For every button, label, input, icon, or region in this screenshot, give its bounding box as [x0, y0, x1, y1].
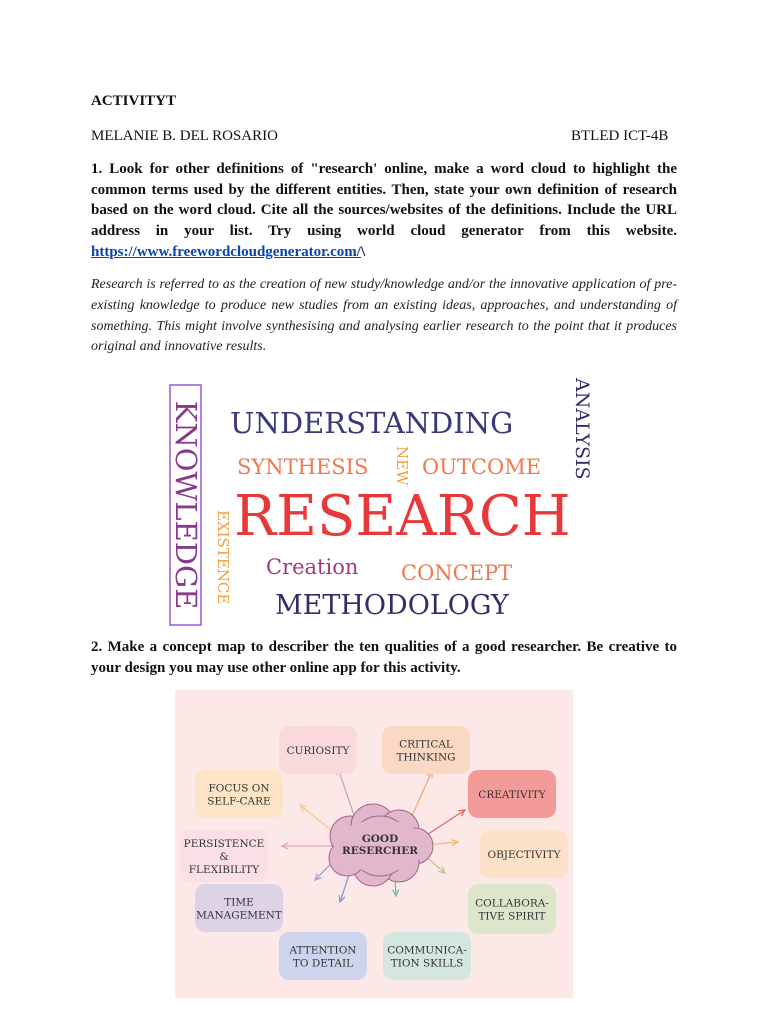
course-section: BTLED ICT-4B: [571, 128, 669, 144]
concept-node: [468, 884, 556, 934]
concept-node-label: TO DETAIL: [292, 957, 354, 970]
concept-node: [468, 770, 556, 818]
concept-node-label: CREATIVITY: [478, 789, 546, 801]
word-synthesis: SYNTHESIS: [237, 455, 369, 479]
concept-node-label: CRITICAL: [399, 738, 453, 751]
document-title: ACTIVITYT: [91, 93, 177, 109]
word-methodology: METHODOLOGY: [275, 590, 509, 621]
concept-node: [195, 770, 283, 818]
concept-node-label: FLEXIBILITY: [188, 864, 260, 876]
word-cloud-generator-link[interactable]: https://www.freewordcloudgenerator.com/: [91, 243, 361, 260]
concept-node-label: CURIOSITY: [286, 745, 350, 757]
concept-map: [175, 690, 573, 998]
center-label: GOOD: [361, 833, 399, 845]
concept-node-label: PERSISTENCE: [183, 838, 265, 850]
concept-node-label: ATTENTION: [289, 944, 357, 957]
concept-node-label: TIME: [224, 896, 254, 909]
word-existence: EXISTENCE: [214, 510, 232, 605]
question-1: [91, 159, 677, 263]
word-new: NEW: [393, 446, 411, 486]
word-analysis: ANALYSIS: [571, 378, 593, 480]
word-outcome: OUTCOME: [422, 455, 542, 479]
research-definition: Research is referred to as the creation of new study/knowledge and/or the innovative application of pre-existing knowledge to produce new studies from an existing ideas, approaches, and understanding of something. This might involve synthesising and analysing earlier research to the point that it produces original and innovative results.: [91, 277, 677, 355]
word-understanding: UNDERSTANDING: [230, 406, 514, 440]
word-concept: CONCEPT: [401, 561, 513, 585]
word-research: RESEARCH: [234, 484, 571, 549]
concept-node: [180, 830, 268, 882]
concept-node-label: &: [219, 851, 229, 863]
author-name: MELANIE B. DEL ROSARIO: [91, 128, 278, 144]
concept-node-label: TIVE SPIRIT: [478, 910, 546, 923]
concept-node: [279, 726, 357, 774]
concept-node: [480, 830, 568, 878]
concept-node: [382, 726, 470, 774]
concept-node-label: TION SKILLS: [390, 957, 464, 970]
center-label: RESERCHER: [341, 845, 419, 857]
concept-node-label: MANAGEMENT: [196, 909, 282, 922]
word-cloud: [160, 372, 620, 627]
concept-node: [195, 884, 283, 932]
concept-node-label: COLLABORA-: [475, 897, 549, 910]
question-1-text: 1. Look for other definitions of "research' online, make a word cloud to highlight the common terms used by the different entities. Then, state your own definition of research based on the word cloud. Cite all the sources/websites of the definitions. Include the URL address in your list. Try using world cloud generator from this website.: [91, 161, 677, 240]
concept-node: [279, 932, 367, 980]
concept-node-label: SELF-CARE: [207, 795, 271, 808]
concept-node-label: COMMUNICA-: [387, 944, 467, 957]
word-knowledge: KNOWLEDGE: [169, 400, 203, 610]
link-suffix: \: [360, 243, 366, 260]
concept-node-label: THINKING: [396, 751, 456, 764]
concept-node-label: FOCUS ON: [208, 782, 270, 795]
concept-node: [383, 932, 471, 980]
question-2: 2. Make a concept map to describer the ten qualities of a good researcher. Be creative to your design you may use other online app for this activity.: [91, 639, 677, 676]
concept-node-label: OBJECTIVITY: [487, 849, 561, 861]
word-creation: Creation: [266, 555, 359, 579]
